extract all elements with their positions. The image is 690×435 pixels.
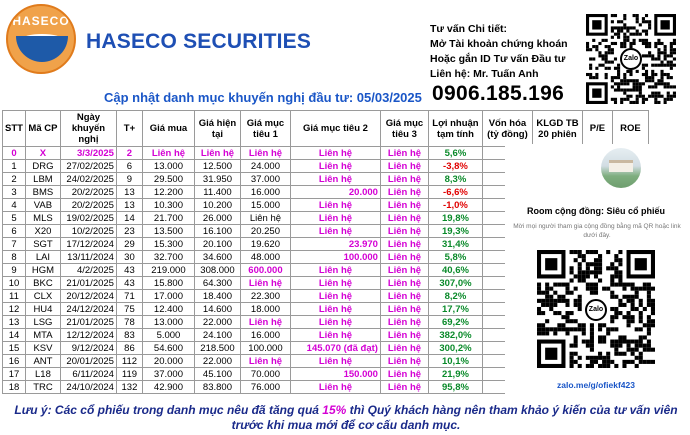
table-cell: 11	[3, 290, 26, 303]
table-cell: 9	[3, 264, 26, 277]
table-cell: 18.000	[240, 303, 290, 316]
table-cell: 15.300	[142, 238, 194, 251]
table-cell: 6	[3, 225, 26, 238]
table-cell: X	[25, 147, 60, 160]
table-cell: Liên hệ	[380, 147, 428, 160]
table-cell: 14	[3, 329, 26, 342]
table-cell: TRC	[25, 381, 60, 394]
table-cell: 8,2%	[428, 290, 482, 303]
zalo-logo-icon: Zalo	[620, 48, 642, 70]
table-cell: MTA	[25, 329, 60, 342]
table-cell: 10,1%	[428, 355, 482, 368]
table-cell: Liên hệ	[380, 225, 428, 238]
table-cell: 19,8%	[428, 212, 482, 225]
table-cell: 17/12/2024	[60, 238, 116, 251]
table-cell: Liên hệ	[380, 381, 428, 394]
footer-percent: 15%	[322, 403, 347, 417]
table-cell: 32.700	[142, 251, 194, 264]
table-cell: 307,0%	[428, 277, 482, 290]
table-cell: 2	[116, 147, 142, 160]
table-cell: 23	[116, 225, 142, 238]
table-cell: 18.400	[194, 290, 240, 303]
table-cell: 12	[3, 303, 26, 316]
table-cell: 24/02/2025	[60, 173, 116, 186]
table-cell: BMS	[25, 186, 60, 199]
table-cell: Liên hệ	[194, 147, 240, 160]
table-cell: 23.970	[290, 238, 380, 251]
table-cell: 37.000	[142, 368, 194, 381]
table-cell: 48.000	[240, 251, 290, 264]
table-cell: Liên hệ	[380, 355, 428, 368]
table-cell: Liên hệ	[240, 212, 290, 225]
table-cell: 12/12/2024	[60, 329, 116, 342]
table-cell: 20/12/2024	[60, 290, 116, 303]
table-cell: 71	[116, 290, 142, 303]
table-cell: 20.250	[240, 225, 290, 238]
table-cell: 3	[3, 186, 26, 199]
table-cell: Liên hệ	[380, 277, 428, 290]
table-cell: 16.000	[240, 186, 290, 199]
table-cell: -3,8%	[428, 160, 482, 173]
col-header: Giá hiện tại	[194, 111, 240, 147]
table-cell: 29	[116, 238, 142, 251]
table-cell: 31.950	[194, 173, 240, 186]
table-cell: DRG	[25, 160, 60, 173]
table-cell: HGM	[25, 264, 60, 277]
table-cell: 100.000	[240, 342, 290, 355]
table-cell: 26.000	[194, 212, 240, 225]
table-cell: Liên hệ	[290, 277, 380, 290]
table-cell: 12.500	[194, 160, 240, 173]
table-cell: 218.500	[194, 342, 240, 355]
table-cell: 22.000	[194, 355, 240, 368]
table-cell: 24/12/2024	[60, 303, 116, 316]
table-cell: 5	[3, 212, 26, 225]
table-cell: Liên hệ	[240, 316, 290, 329]
table-cell: 31,4%	[428, 238, 482, 251]
table-cell: 1	[3, 160, 26, 173]
table-cell: 21/01/2025	[60, 277, 116, 290]
table-cell: 6/11/2024	[60, 368, 116, 381]
logo-text: HASECO	[12, 14, 70, 28]
table-cell: Liên hệ	[290, 225, 380, 238]
table-cell: 16	[3, 355, 26, 368]
contact-line: Mở Tài khoản chứng khoán	[430, 38, 568, 50]
table-cell: Liên hệ	[380, 264, 428, 277]
table-cell: Liên hệ	[290, 160, 380, 173]
table-cell: 20.000	[142, 355, 194, 368]
table-cell: 21/01/2025	[60, 316, 116, 329]
table-cell: 15.000	[240, 199, 290, 212]
table-cell: Liên hệ	[240, 147, 290, 160]
col-header: P/E	[582, 111, 612, 147]
table-cell: 12.200	[142, 186, 194, 199]
table-cell: Liên hệ	[380, 238, 428, 251]
footer-text: thì Quý khách hàng nên tham khảo ý kiến của tư vấn viên trước khi mua mới để cơ cấu danh mục.	[231, 403, 678, 432]
table-cell: 78	[116, 316, 142, 329]
table-cell: 18	[3, 381, 26, 394]
table-cell: 16.000	[240, 329, 290, 342]
table-cell: 21.700	[142, 212, 194, 225]
col-header: T+	[116, 111, 142, 147]
table-cell: 83.800	[194, 381, 240, 394]
table-cell: 17.000	[142, 290, 194, 303]
table-cell: 12.400	[142, 303, 194, 316]
col-header: Giá mua	[142, 111, 194, 147]
table-cell: 19/02/2025	[60, 212, 116, 225]
table-cell: 2	[3, 173, 26, 186]
table-cell: -6,6%	[428, 186, 482, 199]
table-cell: Liên hệ	[290, 316, 380, 329]
table-cell: 13	[3, 316, 26, 329]
table-cell: 30	[116, 251, 142, 264]
table-cell: 24.100	[194, 329, 240, 342]
community-panel	[505, 144, 687, 396]
table-cell: 6	[116, 160, 142, 173]
table-cell: 43	[116, 264, 142, 277]
table-header-row	[3, 111, 649, 147]
table-cell: 8,3%	[428, 173, 482, 186]
table-cell: 3/3/2025	[60, 147, 116, 160]
table-cell: 19,3%	[428, 225, 482, 238]
table-cell: Liên hệ	[380, 160, 428, 173]
table-cell: 9/12/2024	[60, 342, 116, 355]
table-cell: 5,6%	[428, 147, 482, 160]
table-cell: 42.900	[142, 381, 194, 394]
table-cell: LSG	[25, 316, 60, 329]
table-cell: 150.000	[290, 368, 380, 381]
col-header: Giá mục tiêu 3	[380, 111, 428, 147]
table-cell: 75	[116, 303, 142, 316]
footer-text: Lưu ý: Các cổ phiếu trong danh mục nêu đã tăng quá	[14, 403, 323, 417]
table-cell: 7	[3, 238, 26, 251]
table-cell: 17	[3, 368, 26, 381]
table-cell: BKC	[25, 277, 60, 290]
community-avatar	[601, 148, 641, 188]
table-cell: Liên hệ	[380, 316, 428, 329]
table-cell: 76.000	[240, 381, 290, 394]
table-cell: 14.600	[194, 303, 240, 316]
table-cell: 86	[116, 342, 142, 355]
table-cell: Liên hệ	[290, 381, 380, 394]
table-cell: 5.000	[142, 329, 194, 342]
contact-line: Tư vấn Chi tiết:	[430, 23, 508, 35]
col-header: STT	[3, 111, 26, 147]
col-header: Vốn hóa (tỷ đồng)	[482, 111, 532, 147]
table-cell: -1,0%	[428, 199, 482, 212]
table-cell: 34.600	[194, 251, 240, 264]
table-cell: Liên hệ	[240, 277, 290, 290]
table-cell: 15.800	[142, 277, 194, 290]
table-cell: X20	[25, 225, 60, 238]
table-cell: 13	[116, 199, 142, 212]
zalo-logo-icon: Zalo	[585, 299, 607, 321]
col-header: Mã CP	[25, 111, 60, 147]
table-cell: 0	[3, 147, 26, 160]
table-cell: 19.620	[240, 238, 290, 251]
col-header: Lợi nhuận tạm tính	[428, 111, 482, 147]
community-room-name: Room cộng đồng: Siêu cổ phiếu	[527, 206, 665, 216]
table-cell: 300,2%	[428, 342, 482, 355]
table-cell: 9	[116, 173, 142, 186]
col-header: Giá mục tiêu 2	[290, 111, 380, 147]
table-cell: Liên hệ	[290, 212, 380, 225]
table-cell: 45.100	[194, 368, 240, 381]
table-cell: VAB	[25, 199, 60, 212]
table-cell: Liên hệ	[290, 199, 380, 212]
table-cell: 24.000	[240, 160, 290, 173]
table-cell: 10	[3, 277, 26, 290]
table-cell: HU4	[25, 303, 60, 316]
table-cell: 219.000	[142, 264, 194, 277]
table-cell: 20/2/2025	[60, 186, 116, 199]
community-link[interactable]: zalo.me/g/ofiekf423	[557, 380, 635, 390]
table-cell: 13.000	[142, 316, 194, 329]
table-cell: ANT	[25, 355, 60, 368]
table-cell: 145.070 (đã đạt)	[290, 342, 380, 355]
table-cell: 10/2/2025	[60, 225, 116, 238]
table-cell: 64.300	[194, 277, 240, 290]
table-cell: 22.300	[240, 290, 290, 303]
table-cell: 13/11/2024	[60, 251, 116, 264]
footer-note	[6, 403, 686, 433]
update-title: Cập nhật danh mục khuyến nghị đầu tư: 05/03/2025	[104, 90, 422, 105]
table-cell: 16.100	[194, 225, 240, 238]
phone-number: 0906.185.196	[432, 82, 565, 105]
table-cell: 4	[3, 199, 26, 212]
table-cell: Liên hệ	[380, 329, 428, 342]
community-hint: Mời mọi người tham gia cộng đồng bằng mã QR hoặc link dưới đây.	[513, 223, 681, 239]
table-cell: Liên hệ	[380, 173, 428, 186]
contact-line: Liên hệ: Mr. Tuấn Anh	[430, 68, 539, 80]
table-cell: 10.300	[142, 199, 194, 212]
table-cell: 4/2/2025	[60, 264, 116, 277]
table-cell: 20.000	[290, 186, 380, 199]
table-cell: 119	[116, 368, 142, 381]
table-cell: 11.400	[194, 186, 240, 199]
table-cell: 100.000	[290, 251, 380, 264]
table-cell: KSV	[25, 342, 60, 355]
table-cell: Liên hệ	[380, 290, 428, 303]
haseco-logo	[6, 4, 76, 74]
table-cell: 14	[116, 212, 142, 225]
table-cell: 20/2/2025	[60, 199, 116, 212]
table-cell: Liên hệ	[380, 342, 428, 355]
table-cell: Liên hệ	[290, 173, 380, 186]
table-cell: 13.500	[142, 225, 194, 238]
table-cell: LBM	[25, 173, 60, 186]
table-cell: CLX	[25, 290, 60, 303]
table-cell: Liên hệ	[380, 199, 428, 212]
table-cell: Liên hệ	[380, 368, 428, 381]
table-cell: 20.100	[194, 238, 240, 251]
table-cell: 43	[116, 277, 142, 290]
table-cell: L18	[25, 368, 60, 381]
table-cell: LAI	[25, 251, 60, 264]
contact-info	[430, 22, 580, 82]
table-cell: Liên hệ	[380, 212, 428, 225]
table-cell: 22.000	[194, 316, 240, 329]
table-cell: 24/10/2024	[60, 381, 116, 394]
table-cell: 8	[3, 251, 26, 264]
table-cell: Liên hệ	[142, 147, 194, 160]
table-cell: 13	[116, 186, 142, 199]
table-cell: Liên hệ	[290, 303, 380, 316]
table-cell: 382,0%	[428, 329, 482, 342]
table-cell: 308.000	[194, 264, 240, 277]
table-cell: 132	[116, 381, 142, 394]
col-header: Ngày khuyến nghị	[60, 111, 116, 147]
table-cell: MLS	[25, 212, 60, 225]
table-cell: 5,8%	[428, 251, 482, 264]
table-cell: 15	[3, 342, 26, 355]
table-cell: Liên hệ	[240, 355, 290, 368]
col-header: KLGD TB 20 phiên	[532, 111, 582, 147]
table-cell: Liên hệ	[290, 264, 380, 277]
col-header: Giá mục tiêu 1	[240, 111, 290, 147]
table-cell: Liên hệ	[380, 303, 428, 316]
brand-name: HASECO SECURITIES	[86, 30, 312, 53]
table-cell: 69,2%	[428, 316, 482, 329]
table-cell: 13.000	[142, 160, 194, 173]
table-cell: Liên hệ	[290, 355, 380, 368]
col-header: ROE	[612, 111, 648, 147]
table-cell: Liên hệ	[290, 147, 380, 160]
table-cell: SGT	[25, 238, 60, 251]
table-cell: Liên hệ	[380, 251, 428, 264]
table-cell: 20/01/2025	[60, 355, 116, 368]
table-cell: 70.000	[240, 368, 290, 381]
table-cell: Liên hệ	[380, 186, 428, 199]
table-cell: 17,7%	[428, 303, 482, 316]
table-cell: 10.200	[194, 199, 240, 212]
table-cell: 37.000	[240, 173, 290, 186]
table-cell: 54.600	[142, 342, 194, 355]
table-cell: 27/02/2025	[60, 160, 116, 173]
table-cell: 83	[116, 329, 142, 342]
table-cell: 40,6%	[428, 264, 482, 277]
table-cell: Liên hệ	[290, 290, 380, 303]
table-cell: 600.000	[240, 264, 290, 277]
table-cell: 29.500	[142, 173, 194, 186]
table-cell: 21,9%	[428, 368, 482, 381]
table-cell: 112	[116, 355, 142, 368]
table-cell: 95,8%	[428, 381, 482, 394]
table-cell: Liên hệ	[290, 329, 380, 342]
contact-line: Hoặc gắn ID Tư vấn Đầu tư	[430, 53, 566, 65]
